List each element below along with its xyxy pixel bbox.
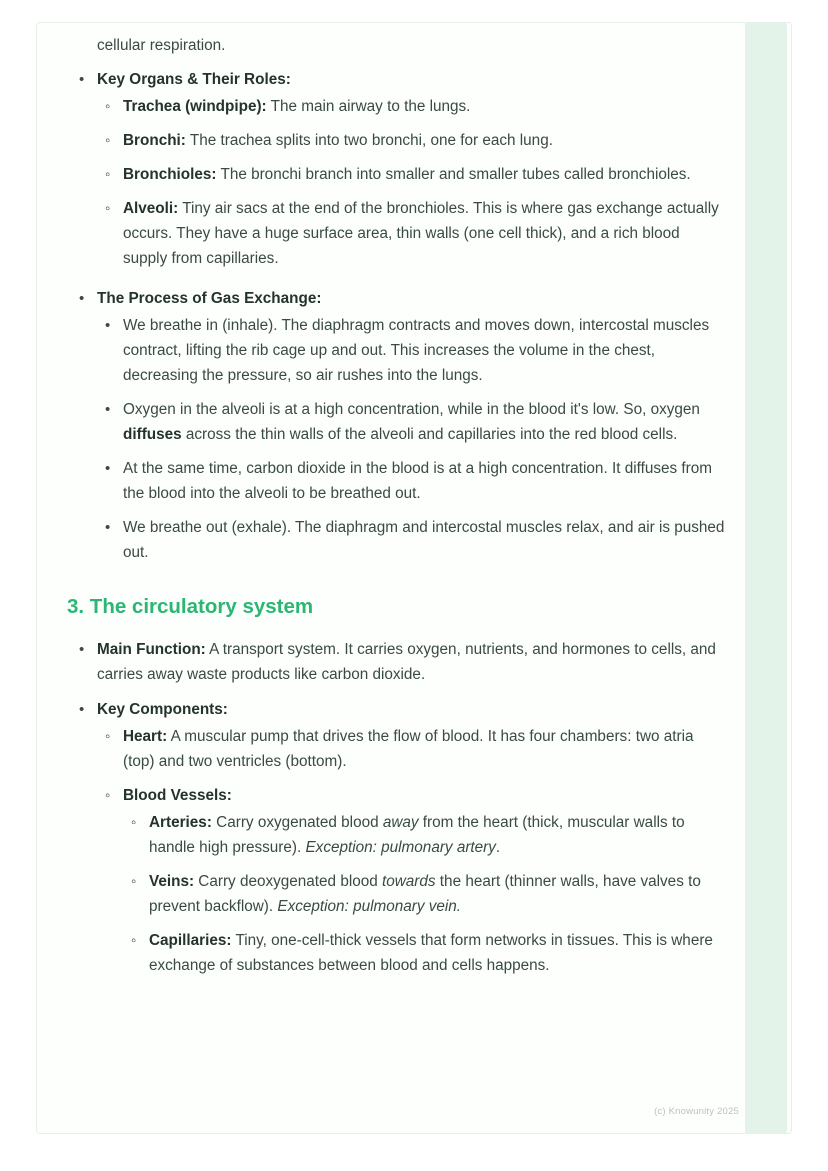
list-item [97,724,727,774]
term-main-function: Main Function: [97,641,206,658]
list-item [97,456,727,506]
list-item [97,128,727,153]
gas-exchange-heading [97,286,727,311]
section-heading-circulatory: 3. The circulatory system [67,595,314,618]
list-item [97,162,727,187]
term-trachea: Trachea (windpipe): [123,98,267,115]
italic-exception-artery: Exception: pulmonary artery [305,839,496,856]
list-item [123,928,727,978]
term-alveoli: Alveoli: [123,200,179,217]
list-item [123,869,727,919]
def-bronchi: The trachea splits into two bronchi, one for each lung. [185,132,553,149]
gas-exchange-step-4: • We breathe out (exhale). The diaphragm and intercostal muscles relax, and air is pushed out. [123,515,727,565]
list-item [97,783,727,978]
list-item [67,637,727,687]
key-organs-heading [97,67,727,92]
blood-vessels-sublist [123,810,727,978]
gas-exchange-block [67,286,727,565]
term-bronchi: Bronchi: [123,132,186,149]
document-sheet [36,22,792,1134]
key-organs-heading-text: Key Organs & Their Roles: [97,71,291,88]
entry-capillaries: ◦ Capillaries: Tiny, one-cell-thick vessels that form networks in tissues. This is where exchange of substances between blood and cells happens. [149,928,727,978]
term-blood-vessels: Blood Vessels: [123,787,232,804]
key-organs-block [67,67,727,271]
continued-paragraph: cellular respiration. [97,37,226,54]
def-heart: A muscular pump that drives the flow of blood. It has four chambers: two atria (top) and two ventricles (bottom). [123,728,694,770]
term-capillaries: Capillaries: [149,932,232,949]
document-content [67,33,727,987]
key-components-heading [97,697,727,722]
key-components-sublist [97,724,727,978]
circulatory-main-function [67,637,727,687]
gas-exchange-step-3: • At the same time, carbon dioxide in the blood is at a high concentration. It diffuses from the blood into the alveoli to be breathed out. [123,456,727,506]
list-item [97,313,727,388]
accent-side-bar [745,22,787,1134]
term-bronchioles: Bronchioles: [123,166,217,183]
italic-away: away [382,814,419,831]
list-item [97,397,727,447]
list-item [67,286,727,565]
list-item [97,196,727,271]
key-components-heading-text: Key Components: [97,701,228,718]
list-item [97,94,727,119]
def-bronchioles: The bronchi branch into smaller and smaller tubes called bronchioles. [216,166,691,183]
list-item [67,697,727,978]
term-arteries: Arteries: [149,814,212,831]
def-main-function: A transport system. It carries oxygen, nutrients, and hormones to cells, and carries away waste products like carbon dioxide. [97,641,716,683]
gas-exchange-step-2: • Oxygen in the alveoli is at a high concentration, while in the blood it's low. So, oxygen diffuses across the thin walls of the alveoli and capillaries into the red blood cells. [123,397,727,447]
watermark: (c) Knowunity 2025 [654,1106,739,1117]
list-item [67,67,727,271]
entry-veins: ◦ Veins: Carry deoxygenated blood towards the heart (thinner walls, have valves to prevent backflow). Exception: pulmonary vein. [149,869,727,919]
def-trachea: The main airway to the lungs. [266,98,471,115]
term-veins: Veins: [149,873,195,890]
inline-bold-diffuses: diffuses [123,426,182,443]
gas-exchange-step-1: • We breathe in (inhale). The diaphragm contracts and moves down, intercostal muscles contract, lifting the rib cage up and out. This increases the volume in the chest, decreasing the pressure, so air rushes into the lungs. [123,313,727,388]
italic-exception-vein: Exception: pulmonary vein. [277,898,462,915]
list-item [123,810,727,860]
list-item [97,515,727,565]
gas-exchange-heading-text: The Process of Gas Exchange: [97,290,322,307]
term-heart: Heart: [123,728,168,745]
def-alveoli: Tiny air sacs at the end of the bronchioles. This is where gas exchange actually occurs. They have a huge surface area, thin walls (one cell thick), and a rich blood supply from capillaries. [123,200,719,267]
key-organs-sublist [97,94,727,271]
gas-exchange-sublist [97,313,727,565]
key-components-block [67,697,727,978]
entry-arteries: ◦ Arteries: Carry oxygenated blood away from the heart (thick, muscular walls to handle high pressure). Exception: pulmonary artery. [149,810,727,860]
italic-towards: towards [382,873,436,890]
